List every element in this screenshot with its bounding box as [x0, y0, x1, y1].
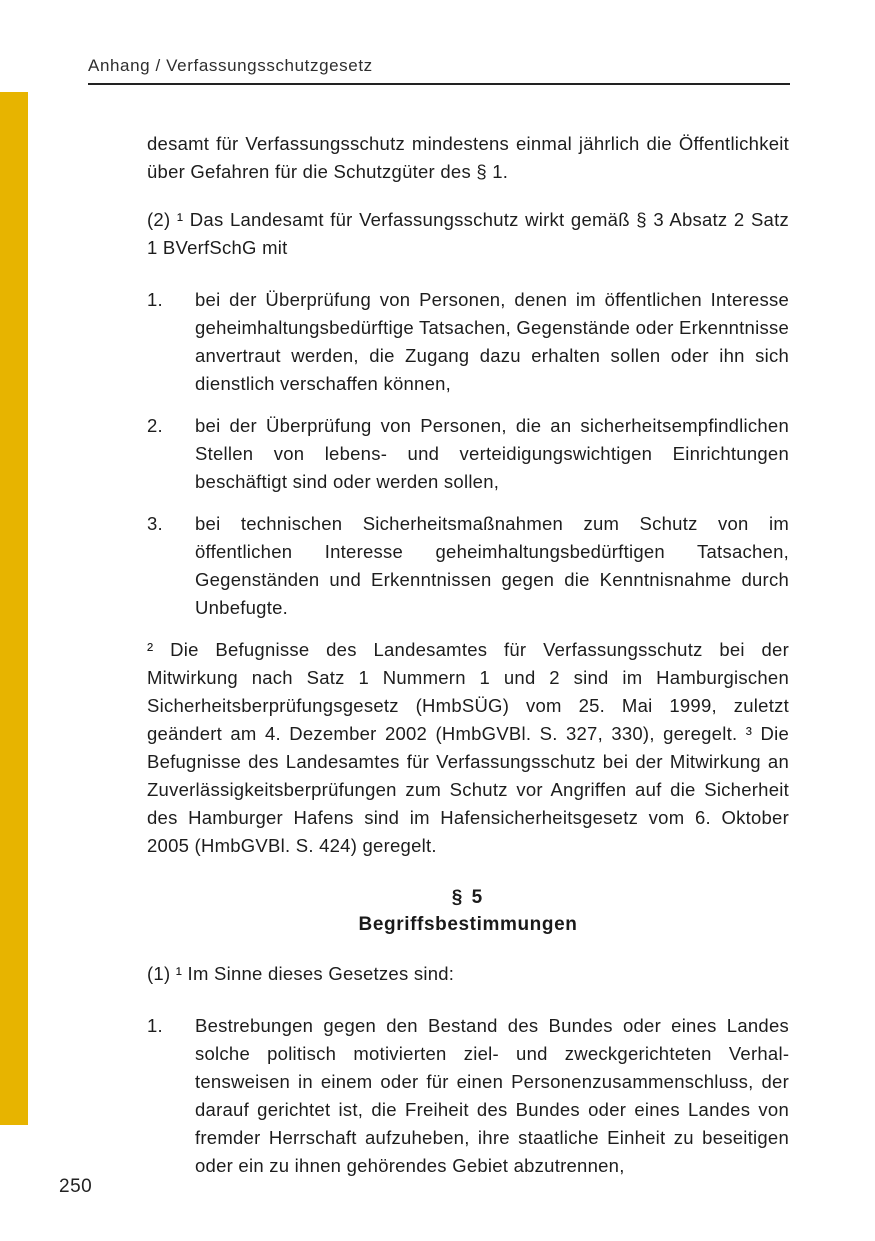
list-item — [147, 510, 789, 622]
list-item-text: bei der Überprüfung von Personen, die an sicherheitsempfindlichen Stellen von lebens- und verteidigungswichtigen Einrichtungen beschäftigt sind oder werden sollen, — [195, 415, 789, 492]
paragraph-footnote-sentences: ² Die Befugnisse des Landesamtes für Verfassungsschutz bei der Mitwirkung nach Satz 1 Nummern 1 und 2 sind im Hamburgischen Sicherheitsberprüfungsgesetz (HmbSÜG) vom 25. Mai 1999, zuletzt geändert am 4. Dezember 2002 (HmbGVBl. S. 327, 330), geregelt. ³ Die Befugnisse des Landesamtes für Verfassungsschutz bei der Mitwirkung an Zuverlässigkeitsberprüfungen zum Schutz vor Angriffen auf die Sicherheit des Hamburger Hafens sind im Hafensicherheitsgesetz vom 6. Oktober 2005 (HmbGVBl. S. 424) geregelt. — [147, 639, 789, 856]
paragraph-absatz-2-intro: (2) ¹ Das Landesamt für Verfassungsschutz wirkt gemäß § 3 Absatz 2 Satz 1 BVerfSchG mit — [147, 209, 789, 258]
page-content — [147, 130, 789, 1194]
list-item — [147, 1012, 789, 1180]
list-item-text: bei der Überprüfung von Personen, denen im öffentlichen Interesse geheimhaltungsbedürftige Tatsachen, Gegenstände oder Erkenntnisse anvertraut werden, die Zugang dazu erhalten sollen oder ihn sich dienstlich verschaffen können, — [195, 289, 789, 394]
paragraph-absatz-1-intro: (1) ¹ Im Sinne dieses Gesetzes sind: — [147, 963, 455, 984]
list-item-number: 3. — [147, 513, 163, 534]
paragraph-continuation: desamt für Verfassungsschutz mindestens einmal jährlich die Öffentlichkeit über Gefahren für die Schutzgüter des § 1. — [147, 133, 789, 182]
running-head: Anhang / Verfassungsschutzgesetz — [88, 56, 373, 75]
header-rule — [88, 83, 790, 85]
list-item-text: bei technischen Sicherheitsmaßnahmen zum Schutz von im öffentlichen Interesse geheimhaltungsbedürftigen Tatsachen, Gegenständen und Erkenntnissen gegen die Kenntnisnahme durch Unbefugte. — [195, 513, 789, 618]
list-item-number: 2. — [147, 415, 163, 436]
section-number: § 5 — [451, 887, 485, 908]
margin-accent-stripe — [0, 92, 28, 1125]
section-title: Begriffsbestimmungen — [358, 914, 578, 935]
list-item-number: 1. — [147, 289, 163, 310]
list-absatz-1 — [147, 1012, 789, 1180]
section-heading — [147, 884, 789, 938]
list-item-text: Bestrebungen gegen den Bestand des Bundes oder eines Landes solche politisch motivierten ziel- und zweckgerichteten Verhaltensweisen in einem oder für einen Personenzusammenschluss, der darauf gerichtet ist, die Freiheit des Bundes oder eines Landes von fremder Herrschaft aufzuheben, ihre staatliche Einheit zu beseitigen oder ein zu ihnen gehörendes Gebiet abzutrennen, — [195, 1015, 789, 1176]
list-item-number: 1. — [147, 1015, 163, 1036]
page-header — [88, 55, 790, 85]
list-item — [147, 412, 789, 496]
list-item — [147, 286, 789, 398]
page-number: 250 — [59, 1176, 93, 1197]
list-absatz-2 — [147, 286, 789, 622]
